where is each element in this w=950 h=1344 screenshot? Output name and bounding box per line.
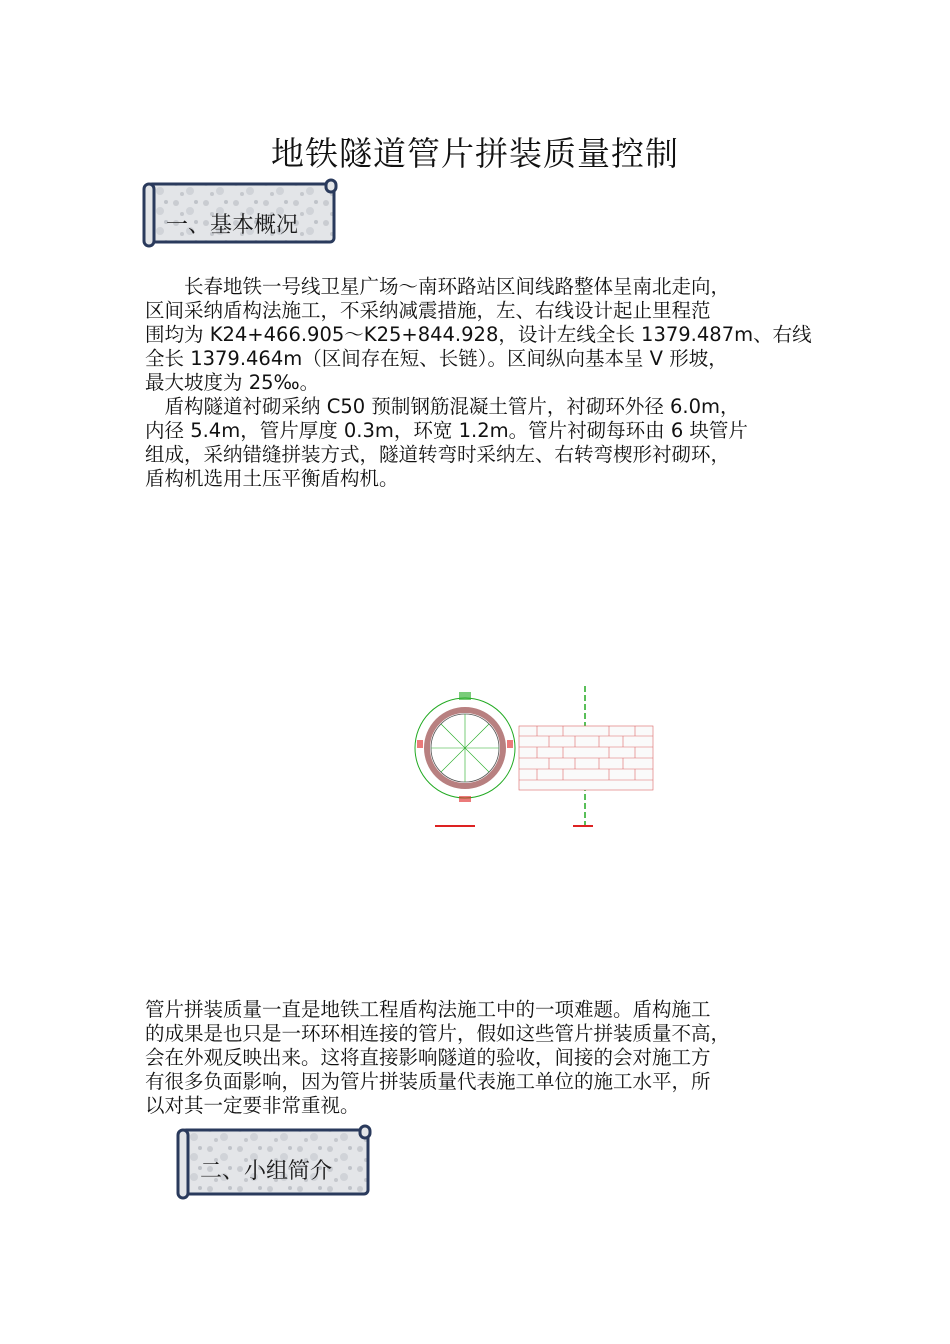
paragraph-line: 最大坡度为 25‰。: [145, 371, 320, 394]
paragraph-line: 管片拼装质量一直是地铁工程盾构法施工中的一项难题。盾构施工: [145, 998, 711, 1021]
paragraph-line: 围均为 K24+466.905～K25+844.928，设计左线全长 1379.487m、右线: [145, 323, 812, 346]
paragraph-line: 长春地铁一号线卫星广场～南环路站区间线路整体呈南北走向，: [145, 275, 731, 298]
paragraph-line: 盾构机选用土压平衡盾构机。: [145, 467, 399, 490]
intro-paragraph: [145, 275, 810, 491]
paragraph-line: 组成，采纳错缝拼装方式，隧道转弯时采纳左、右转弯楔形衬砌环，: [145, 443, 731, 466]
tunnel-segment-drawing: [413, 686, 658, 834]
paragraph-line: 的成果是也只是一环环相连接的管片，假如这些管片拼装质量不高，: [145, 1022, 731, 1045]
paragraph-line: 全长 1379.464m（区间存在短、长链）。区间纵向基本呈 V 形坡，: [145, 347, 728, 370]
paragraph-line: 内径 5.4m，管片厚度 0.3m，环宽 1.2m。管片衬砌每环由 6 块管片: [145, 419, 748, 442]
paragraph-line: 区间采纳盾构法施工，不采纳减震措施，左、右线设计起止里程范: [145, 299, 711, 322]
section-heading-banner-2: [174, 1124, 374, 1200]
section-heading-2: 二、小组简介: [200, 1159, 333, 1184]
segment-drawing-image: [413, 686, 658, 834]
paragraph-line: 会在外观反映出来。这将直接影响隧道的验收，间接的会对施工方: [145, 1046, 711, 1069]
paragraph-line: 盾构隧道衬砌采纳 C50 预制钢筋混凝土管片，衬砌环外径 6.0m，: [145, 395, 740, 418]
page-title: 地铁隧道管片拼装质量控制: [271, 134, 679, 173]
section-heading-banner-1: [140, 178, 340, 248]
quality-paragraph: [145, 998, 810, 1118]
section-heading-1: 一、基本概况: [166, 213, 299, 238]
paragraph-line: 有很多负面影响，因为管片拼装质量代表施工单位的施工水平，所: [145, 1070, 711, 1093]
paragraph-line: 以对其一定要非常重视。: [145, 1094, 360, 1117]
